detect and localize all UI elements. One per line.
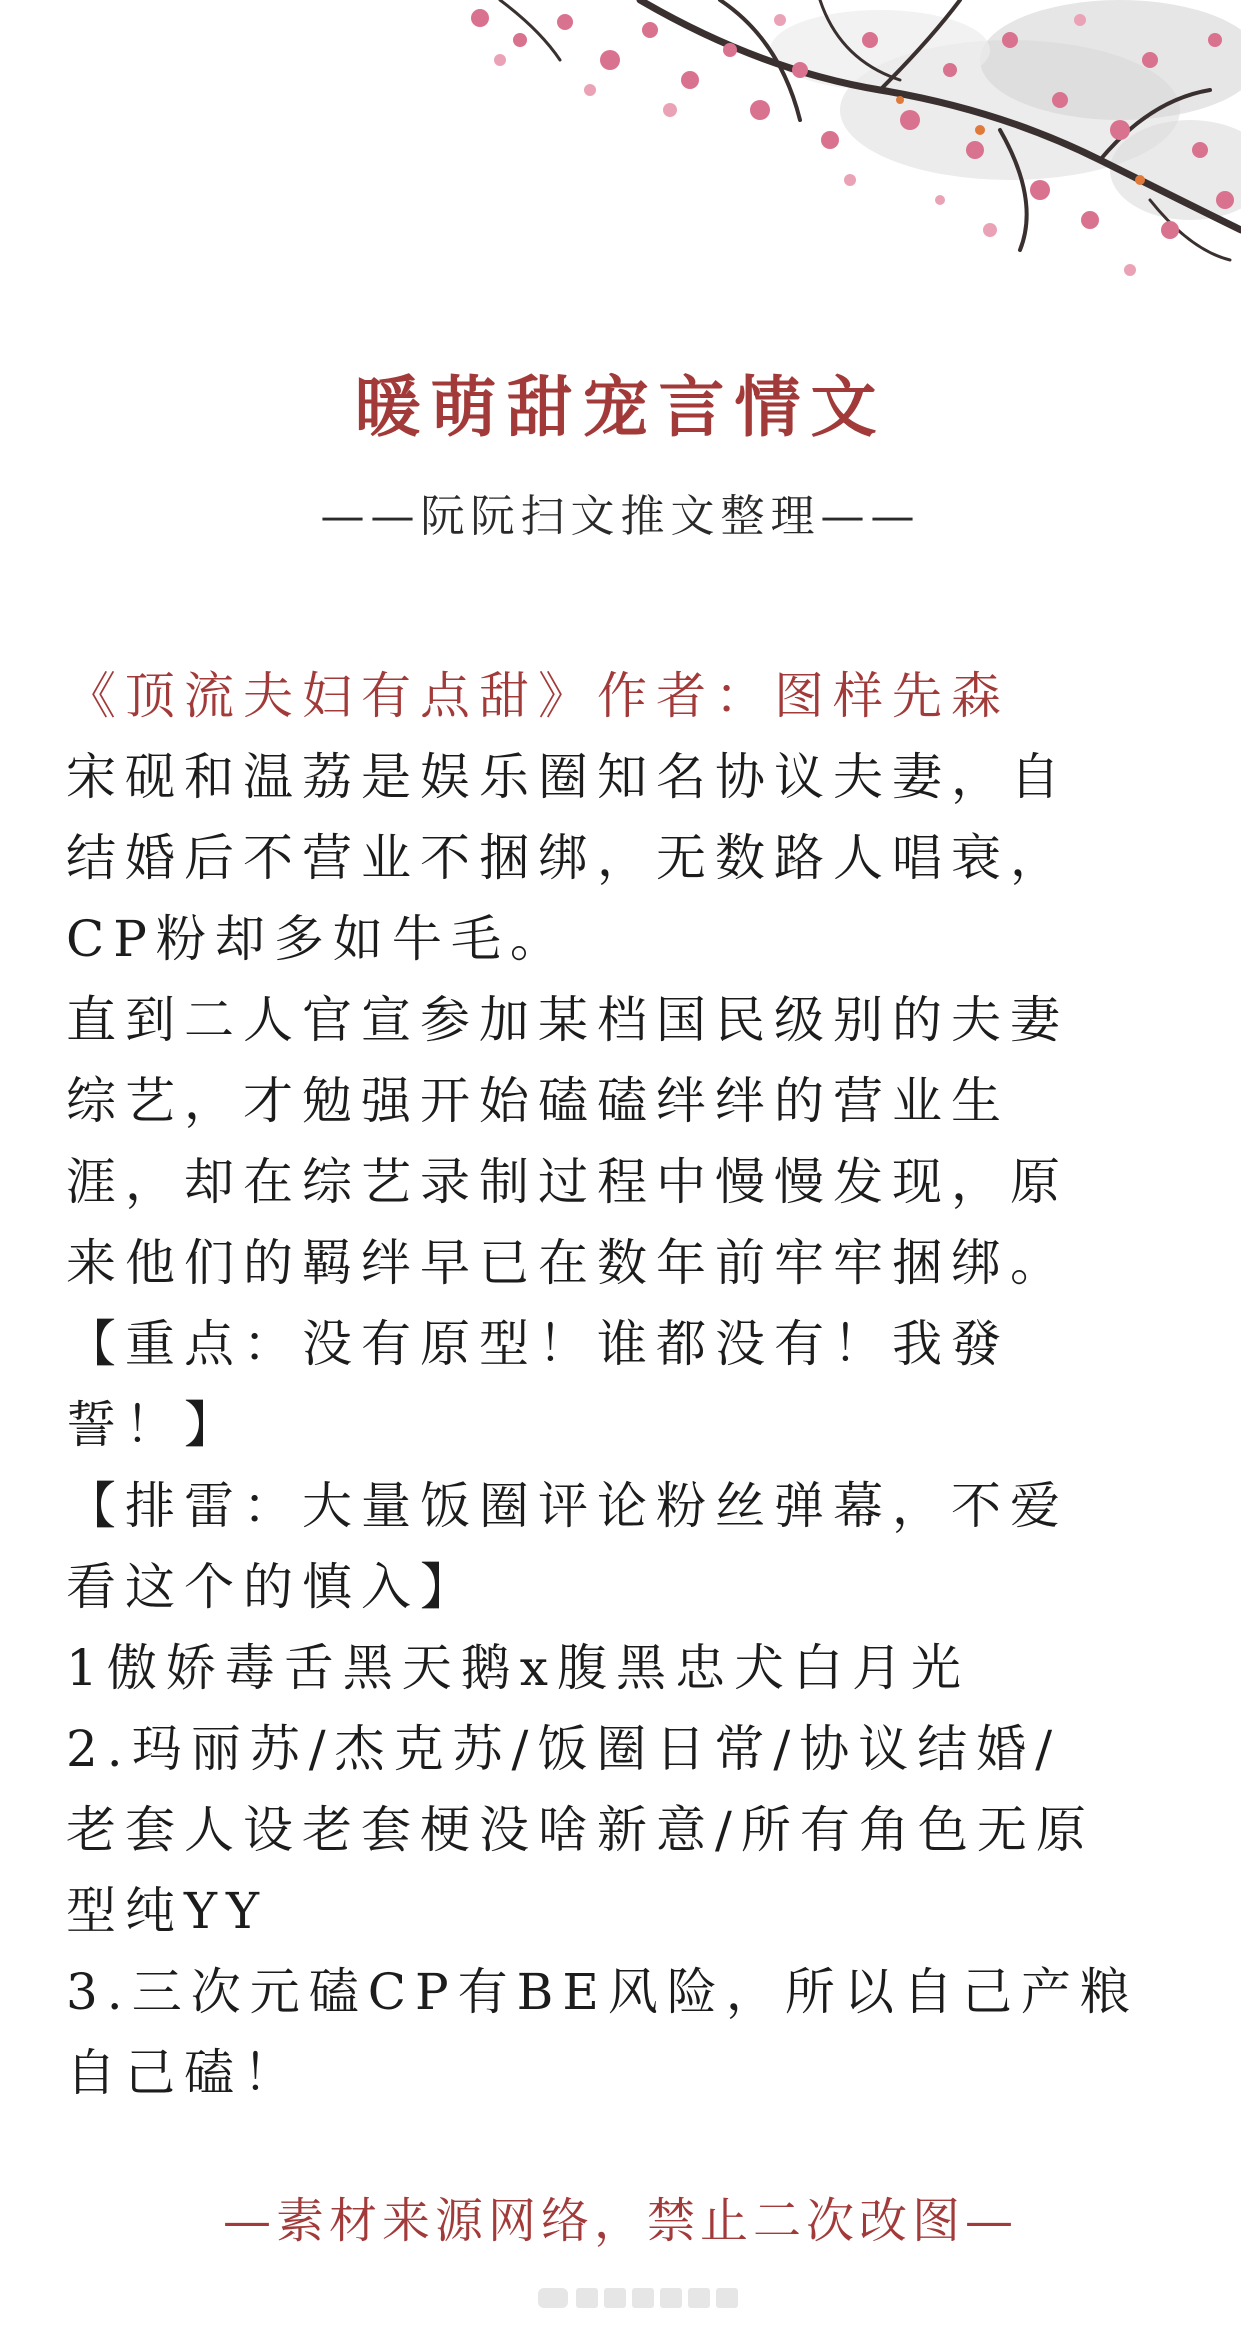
description-line: CP粉却多如牛毛。 <box>66 910 569 968</box>
tag-line: 老套人设老套梗没啥新意/所有角色无原 <box>66 1801 1095 1859</box>
page-subtitle: ——阮阮扫文推文整理—— <box>320 491 921 542</box>
warning-line: 看这个的慎入】 <box>66 1558 479 1616</box>
plum-blossom-branch-icon <box>0 0 1241 300</box>
warning-line: 【排雷：大量饭圈评论粉丝弹幕，不爱 <box>66 1477 1069 1535</box>
watermark-logo-icon <box>538 2282 758 2314</box>
key-point-line: 【重点：没有原型！谁都没有！我發 <box>66 1315 1010 1373</box>
source-notice: —素材来源网络，禁止二次改图— <box>222 2193 1018 2249</box>
tag-line: 型纯YY <box>66 1882 269 1940</box>
page-title: 暖萌甜宠言情文 <box>354 368 887 446</box>
book-title: 《顶流夫妇有点甜》作者：图样先森 <box>66 667 1010 725</box>
tag-line: 2.玛丽苏/杰克苏/饭圈日常/协议结婚/ <box>66 1720 1062 1778</box>
key-point-line: 誓！】 <box>66 1396 243 1454</box>
description-line: 综艺，才勉强开始磕磕绊绊的营业生 <box>66 1072 1010 1130</box>
description-line: 直到二人官宣参加某档国民级别的夫妻 <box>66 991 1069 1049</box>
tag-line: 自己磕！ <box>66 2044 302 2102</box>
book-entry <box>66 656 1186 2114</box>
tag-line: 3.三次元磕CP有BE风险，所以自己产粮 <box>66 1963 1139 2021</box>
description-line: 来他们的羁绊早已在数年前牢牢捆绑。 <box>66 1234 1069 1292</box>
description-line: 宋砚和温荔是娱乐圈知名协议夫妻，自 <box>66 748 1069 806</box>
description-line: 涯，却在综艺录制过程中慢慢发现，原 <box>66 1153 1069 1211</box>
description-line: 结婚后不营业不捆绑，无数路人唱衰， <box>66 829 1069 887</box>
tag-line: 1傲娇毒舌黑天鹅x腹黑忠犬白月光 <box>66 1639 971 1697</box>
